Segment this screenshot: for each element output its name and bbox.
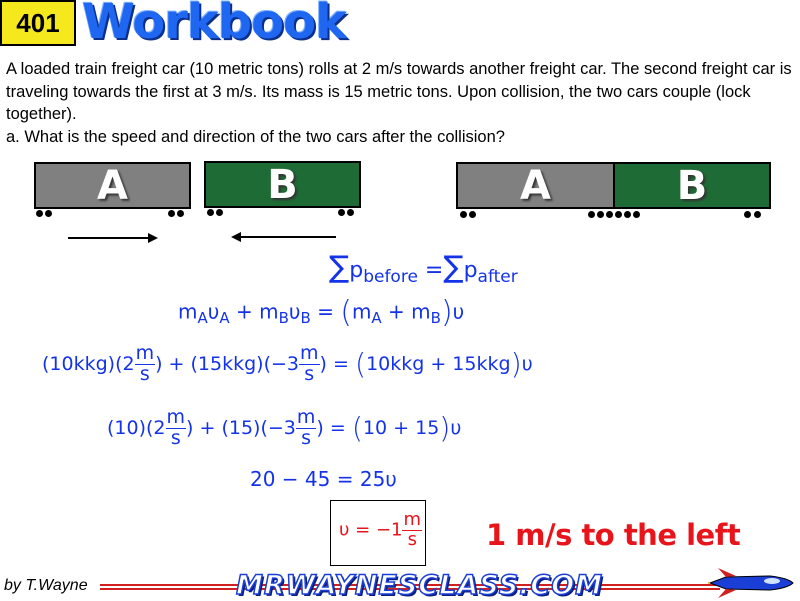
velocity-symbol: υ [288, 299, 301, 324]
subscript-a: A [197, 308, 208, 327]
plus-sign: + [381, 299, 412, 324]
subscript-after: after [477, 267, 518, 288]
arrow-right-icon [68, 231, 160, 245]
left-paren: ( [340, 295, 352, 330]
lesson-number-badge: 401 [0, 0, 76, 46]
subscript-b: B [430, 308, 441, 327]
car-b-label: B [267, 162, 298, 208]
velocity-symbol: υ [207, 299, 220, 324]
car-a-before [34, 162, 191, 209]
problem-question: a. What is the speed and direction of the two cars after the collision? [6, 127, 505, 146]
symbolic-momentum-equation [178, 295, 464, 330]
sigma-symbol: ∑ [329, 250, 350, 285]
fraction-m-over-s: $\frac{m}{s}$ [296, 406, 316, 449]
plus-sign: + [229, 299, 260, 324]
car-a-label: A [97, 163, 128, 209]
velocity-symbol: υ [521, 352, 533, 375]
equation-part: (10)(2 [107, 416, 166, 439]
subscript-b: B [278, 308, 289, 327]
mass-symbol: m [351, 299, 372, 324]
author-byline: by T.Wayne [4, 577, 88, 594]
simplified-equation: 20 − 45 = 25υ [250, 467, 397, 491]
equation-part: ) + (15)(−3 [186, 416, 296, 439]
substituted-equation-numbers [107, 408, 461, 449]
answer-box [330, 500, 426, 566]
equation-part: (10kkg)(2 [42, 352, 135, 375]
final-answer: 1 m/s to the left [486, 518, 741, 552]
sigma-symbol: ∑ [443, 250, 464, 285]
car-b-wheels [204, 209, 361, 219]
fraction-m-over-s: $\frac{m}{s}$ [135, 342, 155, 385]
car-b-after [613, 162, 771, 209]
mass-symbol: m [259, 299, 279, 324]
p-symbol: p [463, 258, 478, 283]
equation-part: ) + (15kkg)(−3 [155, 352, 299, 375]
problem-statement [6, 58, 796, 148]
car-b-after-label: B [676, 163, 708, 209]
velocity-symbol: υ [452, 299, 465, 324]
right-paren: ) [440, 295, 453, 330]
equation-part: ) = [319, 352, 355, 375]
car-a-after [456, 162, 615, 209]
subscript-before: before [363, 267, 418, 288]
car-a-wheels [34, 210, 191, 220]
left-paren: ( [354, 347, 367, 381]
car-a-after-label: A [520, 163, 551, 209]
answer-lhs: υ = −1 [339, 519, 403, 541]
equation-part: ) = [316, 416, 352, 439]
fraction-m-over-s: $\frac{m}{s}$ [300, 342, 319, 385]
velocity-symbol: υ [450, 416, 462, 439]
equation-part: 10 + 15 [362, 416, 440, 439]
mass-symbol: m [178, 299, 198, 324]
answer-equation [339, 511, 422, 550]
subscript-a: A [219, 308, 230, 327]
right-paren: ) [439, 411, 451, 445]
website-logo[interactable]: MRWAYNESCLASS.COM [236, 570, 604, 601]
fraction-m-over-s: $\frac{m}{s}$ [403, 509, 422, 550]
rocket-icon [708, 568, 794, 598]
fraction-m-over-s: $\frac{m}{s}$ [166, 406, 186, 449]
substituted-equation-units [42, 344, 533, 385]
car-b-before [204, 161, 361, 208]
equals-sign: = [310, 299, 341, 324]
arrow-left-icon [230, 230, 336, 244]
subscript-b: B [300, 308, 311, 327]
right-paren: ) [510, 347, 522, 381]
equals-sign: = [424, 258, 444, 283]
coupled-cars-wheels [456, 211, 772, 221]
left-paren: ( [351, 411, 363, 445]
problem-text: A loaded train freight car (10 metric tons) rolls at 2 m/s towards another freight car. The second freight car is traveling towards the first at 3 m/s. Its mass is 15 metric tons. Upon collision, the two cars couple (lock together). [6, 60, 792, 123]
subscript-a: A [371, 308, 382, 327]
workbook-title: Workbook [82, 0, 347, 50]
p-symbol: p [349, 258, 364, 283]
momentum-conservation-equation [329, 250, 518, 287]
mass-symbol: m [411, 299, 431, 324]
equation-part: 10kkg + 15kkg [366, 352, 511, 375]
